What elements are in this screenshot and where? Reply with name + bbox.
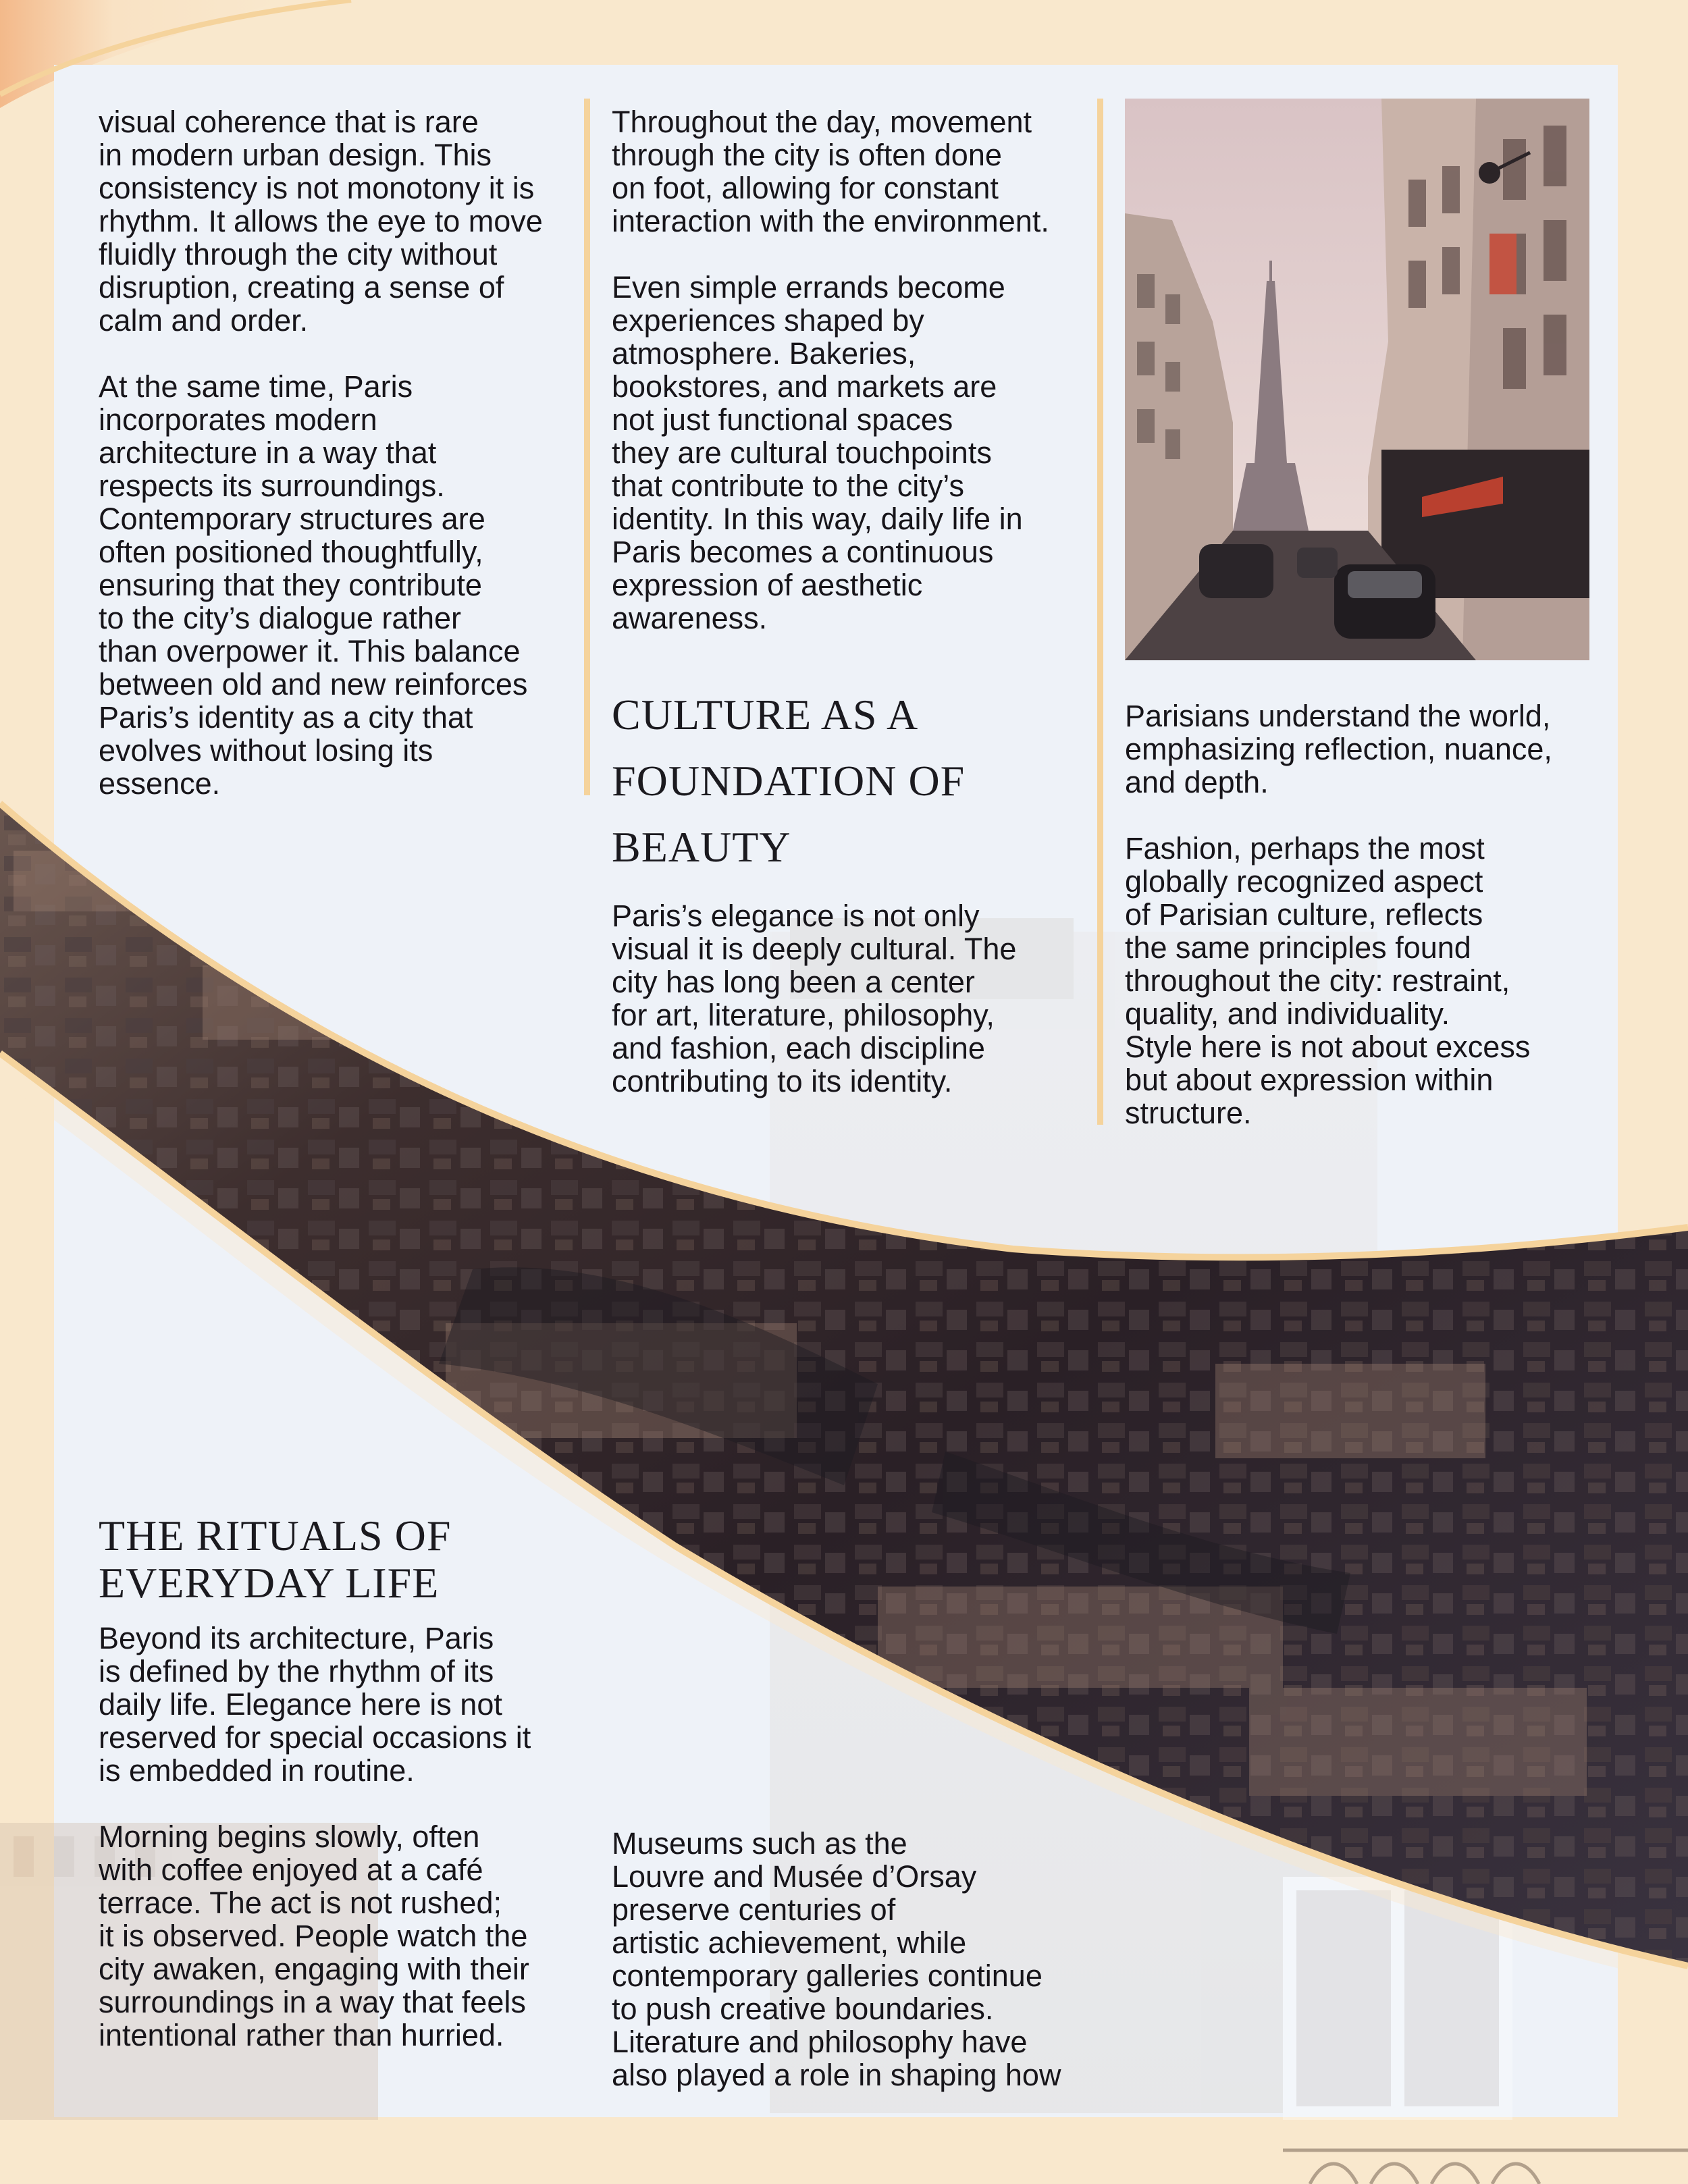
- column-4: [99, 1512, 585, 2052]
- col2-paragraph-2: Even simple errands become experiences shaped by atmosphere. Bakeries, bookstores, and markets are not just functional spaces they are cultural touchpoints that contribute to the city’s identity. In this way, daily life in Paris becomes a continuous expression of aesthetic awareness.: [612, 270, 1023, 635]
- column-divider-left: [584, 99, 590, 795]
- heading-culture-foundation: CULTURE AS A FOUNDATION OF BEAUTY: [612, 691, 966, 871]
- col5-paragraph-1: Museums such as the Louvre and Musée d’Orsay preserve centuries of artistic achievement, while contemporary galleries continue to push creative boundaries. Literature and philosophy have also played a role in shaping how: [612, 1826, 1061, 2092]
- column-5: [612, 1827, 1098, 2092]
- col2-paragraph-1: Throughout the day, movement through the city is often done on foot, allowing for constant interaction with the environment.: [612, 105, 1049, 238]
- column-2: [612, 105, 1098, 1098]
- column-3: [1125, 699, 1598, 1129]
- col3-paragraph-2: Fashion, perhaps the most globally recognized aspect of Parisian culture, reflects the same principles found throughout the city: restraint, quality, and individuality. Style here is not about excess but about expression within structure.: [1125, 831, 1531, 1130]
- col2-paragraph-3: Paris’s elegance is not only visual it is deeply cultural. The city has long been a center for art, literature, philosophy, and fashion, each discipline contributing to its identity.: [612, 899, 1017, 1098]
- column-1: [99, 105, 571, 800]
- col1-paragraph-2: At the same time, Paris incorporates modern architecture in a way that respects its surroundings. Contemporary structures are often positioned thoughtfully, ensuring that they contribute to the city’s dialogue rather than overpower it. This balance between old and new reinforces Paris’s identity as a city that evolves without losing its essence.: [99, 369, 528, 801]
- col4-paragraph-2: Morning begins slowly, often with coffee enjoyed at a café terrace. The act is not rushed; it is observed. People watch the city awaken, engaging with their surroundings in a way that feels intentional rather than hurried.: [99, 1819, 529, 2052]
- column-divider-right: [1097, 99, 1103, 1125]
- heading-rituals-everyday-life: THE RITUALS OF EVERYDAY LIFE: [99, 1512, 452, 1607]
- street-photo: [1125, 99, 1589, 660]
- col3-paragraph-1: Parisians understand the world, emphasizing reflection, nuance, and depth.: [1125, 699, 1552, 799]
- col1-paragraph-1: visual coherence that is rare in modern urban design. This consistency is not monotony it is rhythm. It allows the eye to move fluidly through the city without disruption, creating a sense of calm and order.: [99, 105, 543, 338]
- col4-paragraph-1: Beyond its architecture, Paris is defined by the rhythm of its daily life. Elegance here is not reserved for special occasions it is embedded in routine.: [99, 1621, 531, 1788]
